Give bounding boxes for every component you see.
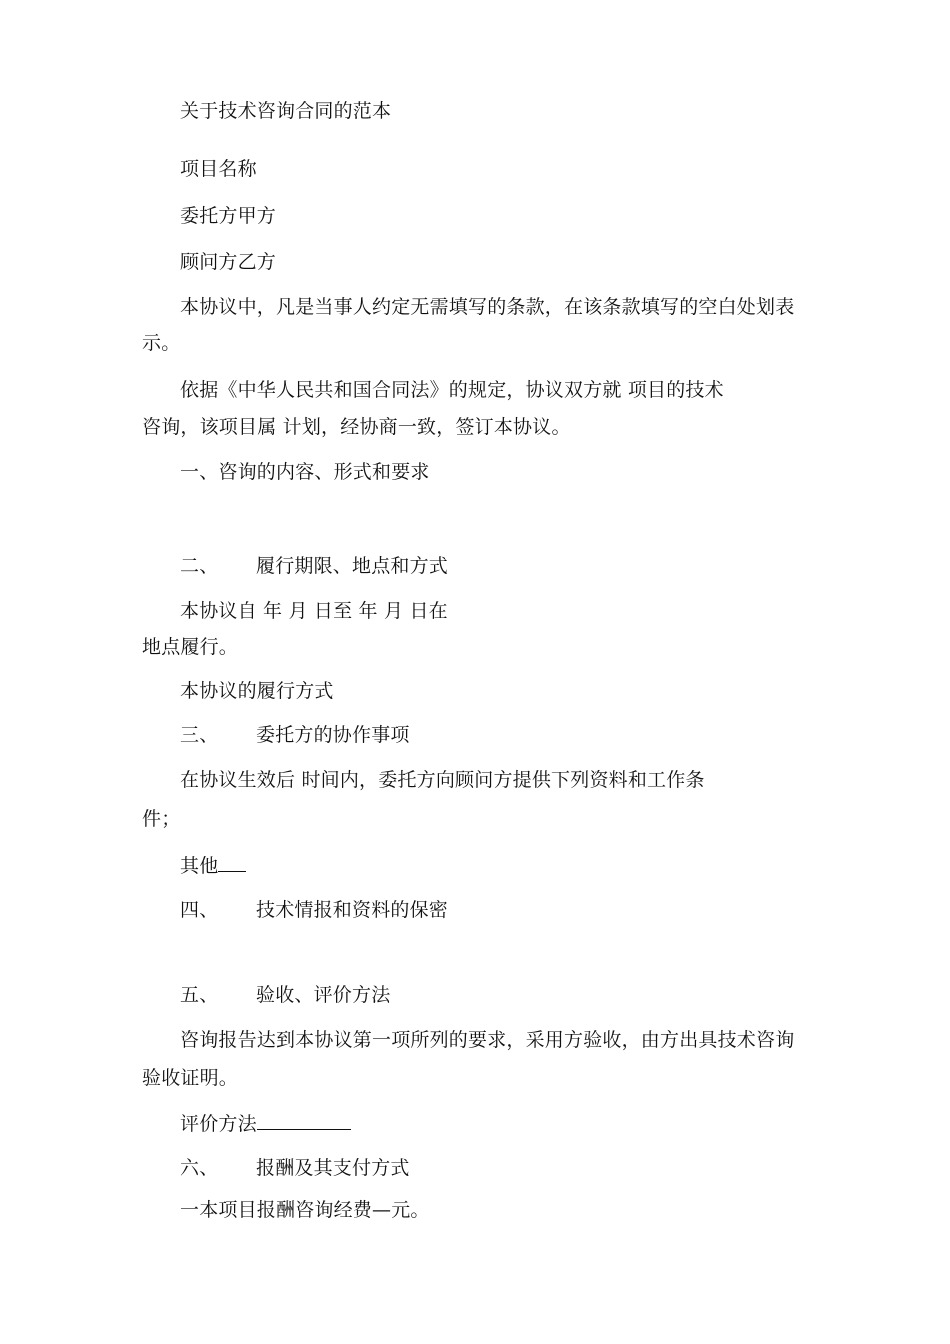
document-title: 关于技术咨询合同的范本 bbox=[180, 100, 392, 122]
coop-paragraph-line2: 件； bbox=[142, 808, 181, 830]
section-5-title: 验收、评价方法 bbox=[256, 984, 391, 1006]
section-3-number: 三、 bbox=[180, 724, 219, 746]
section-2-heading bbox=[180, 554, 448, 578]
coop-paragraph-line1: 在协议生效后 时间内，委托方向顾问方提供下列资料和工作条 bbox=[180, 769, 705, 791]
section-4-heading bbox=[180, 898, 448, 922]
section-6-number: 六、 bbox=[180, 1157, 219, 1179]
evaluation-blank bbox=[257, 1111, 351, 1130]
section-6-title: 报酬及其支付方式 bbox=[256, 1157, 410, 1179]
fee-paragraph: 一本项目报酬咨询经费—元。 bbox=[180, 1199, 430, 1221]
section-2-number: 二、 bbox=[180, 555, 219, 577]
method-label: 本协议的履行方式 bbox=[180, 680, 334, 702]
other-label: 其他 bbox=[180, 855, 219, 877]
section-1-heading: 一、咨询的内容、形式和要求 bbox=[180, 461, 430, 483]
period-paragraph-line2: 地点履行。 bbox=[142, 636, 239, 658]
section-3-heading bbox=[180, 723, 410, 747]
note-paragraph-line2: 示。 bbox=[142, 332, 181, 354]
section-5-heading bbox=[180, 983, 390, 1007]
section-2-title: 履行期限、地点和方式 bbox=[256, 555, 449, 577]
basis-paragraph-line1: 依据《中华人民共和国合同法》的规定，协议双方就 项目的技术 bbox=[180, 379, 724, 401]
evaluation-label: 评价方法 bbox=[180, 1113, 257, 1135]
section-6-heading bbox=[180, 1156, 410, 1180]
accept-paragraph-line2: 验收证明。 bbox=[142, 1067, 239, 1089]
accept-paragraph-line1: 咨询报告达到本协议第一项所列的要求，采用方验收，由方出具技术咨询 bbox=[180, 1029, 795, 1051]
note-paragraph-line1: 本协议中，凡是当事人约定无需填写的条款，在该条款填写的空白处划表 bbox=[180, 296, 795, 318]
other-blank bbox=[218, 853, 246, 872]
other-line bbox=[180, 853, 246, 878]
evaluation-line bbox=[180, 1111, 351, 1136]
section-4-number: 四、 bbox=[180, 899, 219, 921]
section-3-title: 委托方的协作事项 bbox=[256, 724, 410, 746]
section-5-number: 五、 bbox=[180, 984, 219, 1006]
project-name-label: 项目名称 bbox=[180, 158, 257, 180]
client-label: 委托方甲方 bbox=[180, 205, 277, 227]
basis-paragraph-line2: 咨询，该项目属 计划，经协商一致，签订本协议。 bbox=[142, 416, 571, 438]
section-4-title: 技术情报和资料的保密 bbox=[256, 899, 449, 921]
period-paragraph-line1: 本协议自 年 月 日至 年 月 日在 bbox=[180, 600, 448, 622]
consultant-label: 顾问方乙方 bbox=[180, 251, 277, 273]
